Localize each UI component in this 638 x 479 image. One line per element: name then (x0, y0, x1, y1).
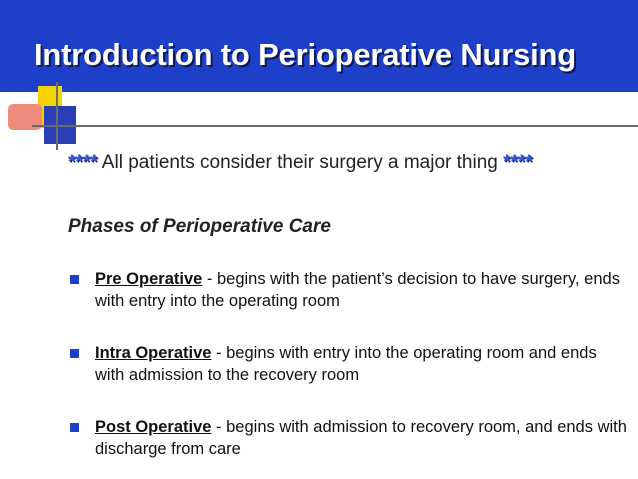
decorative-vertical-line (56, 82, 58, 150)
bullet-term: Pre Operative (95, 270, 203, 288)
square-bullet-icon (70, 275, 79, 284)
phases-heading: Phases of Perioperative Care (68, 216, 331, 237)
bullet-text (95, 268, 630, 312)
bullet-item-intra-operative (70, 342, 630, 386)
bullet-description: - begins with entry into the operating room and ends with admission to the recovery room (95, 344, 597, 384)
bullet-description: - begins with admission to recovery room, and ends with discharge from care (95, 418, 627, 458)
stars-right: **** (503, 152, 533, 173)
square-bullet-icon (70, 349, 79, 358)
square-bullet-icon (70, 423, 79, 432)
bullet-item-pre-operative (70, 268, 630, 312)
bullet-item-post-operative (70, 416, 630, 460)
decorative-horizontal-line (32, 125, 638, 127)
bullet-description: - begins with the patient’s decision to have surgery, ends with entry into the operating room (95, 270, 620, 310)
tagline-text: All patients consider their surgery a major thing (97, 152, 504, 173)
bullet-text (95, 342, 630, 386)
slide-title: Introduction to Perioperative Nursing (34, 37, 577, 72)
bullet-term: Intra Operative (95, 344, 212, 362)
bullet-text (95, 416, 630, 460)
bullet-term: Post Operative (95, 418, 212, 436)
stars-left: **** (68, 152, 98, 173)
tagline (68, 152, 533, 174)
